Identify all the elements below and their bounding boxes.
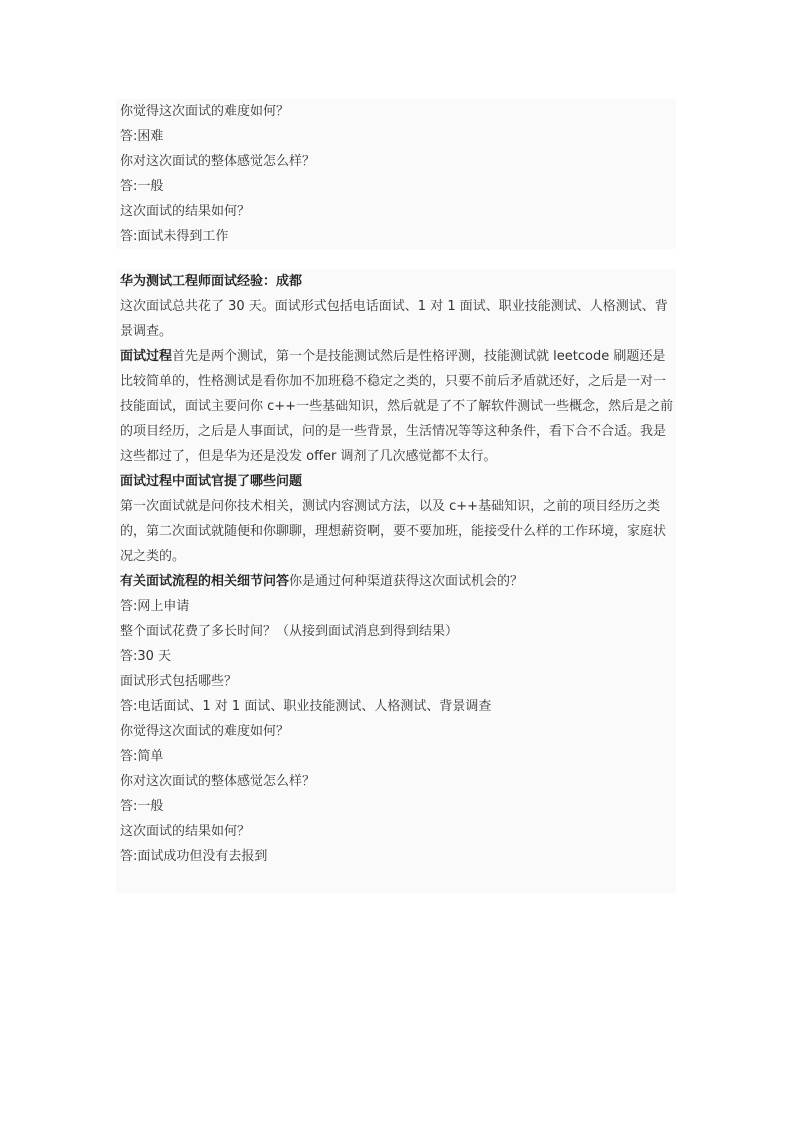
qa-line: 你对这次面试的整体感觉怎么样？ xyxy=(120,774,316,789)
qa-line: 答:网上申请 xyxy=(120,599,190,614)
qa-line: 答:30 天 xyxy=(120,649,172,664)
qa-line: 答:简单 xyxy=(120,749,164,764)
process-label: 面试过程 xyxy=(120,349,173,364)
details-question: 你是通过何种渠道获得这次面试机会的？ xyxy=(289,574,524,589)
qa-line: 整个面试花费了多长时间？（从接到面试消息到得到结果） xyxy=(120,624,459,639)
qa-line: 这次面试的结果如何？ xyxy=(120,824,251,839)
questions-paragraph: 第一次面试就是问你技术相关，测试内容测试方法，以及 c++基础知识，之前的项目经历之类的，第二次面试就随便和你聊聊，理想薪资啊，要不要加班，能接受什么样的工作环境，家庭状况之类的。 xyxy=(120,499,667,564)
article-title: 华为测试工程师面试经验：成都 xyxy=(120,274,303,289)
qa-line: 答:电话面试、1 对 1 面试、职业技能测试、人格测试、背景调查 xyxy=(120,699,492,714)
qa-line: 你觉得这次面试的难度如何？ xyxy=(120,104,290,119)
qa-line: 你对这次面试的整体感觉怎么样？ xyxy=(120,154,316,169)
qa-line: 答:面试成功但没有去报到 xyxy=(120,849,268,864)
qa-line: 答:困难 xyxy=(120,129,164,144)
process-text: 首先是两个测试，第一个是技能测试然后是性格评测，技能测试就 leetcode 刷题还是比较简单的，性格测试是看你加不加班稳不稳定之类的，只要不前后矛盾就还好，之后是一对一技能面试，面试主要问你 c++一些基础知识，然后就是了不了解软件测试一些概念，然后是之前的项目经历，之后是人事面试，问的是一些背景，生活情况等等这种条件，看下合不合适。我是这些都过了，但是华为还是没发 offer 调剂了几次感觉都不太行。 xyxy=(120,349,674,464)
details-label: 有关面试流程的相关细节问答 xyxy=(120,574,290,589)
qa-line: 答:面试未得到工作 xyxy=(120,229,229,244)
previous-interview-qa-block xyxy=(116,99,676,249)
intro-paragraph: 这次面试总共花了 30 天。面试形式包括电话面试、1 对 1 面试、职业技能测试、人格测试、背景调查。 xyxy=(120,299,668,339)
qa-line: 答:一般 xyxy=(120,799,164,814)
process-paragraph xyxy=(120,344,676,469)
details-line xyxy=(120,569,676,594)
qa-line: 这次面试的结果如何？ xyxy=(120,204,251,219)
qa-line: 你觉得这次面试的难度如何？ xyxy=(120,724,290,739)
questions-heading: 面试过程中面试官提了哪些问题 xyxy=(120,474,303,489)
qa-line: 面试形式包括哪些？ xyxy=(120,674,238,689)
huawei-interview-experience-block xyxy=(116,269,676,893)
qa-line: 答:一般 xyxy=(120,179,164,194)
